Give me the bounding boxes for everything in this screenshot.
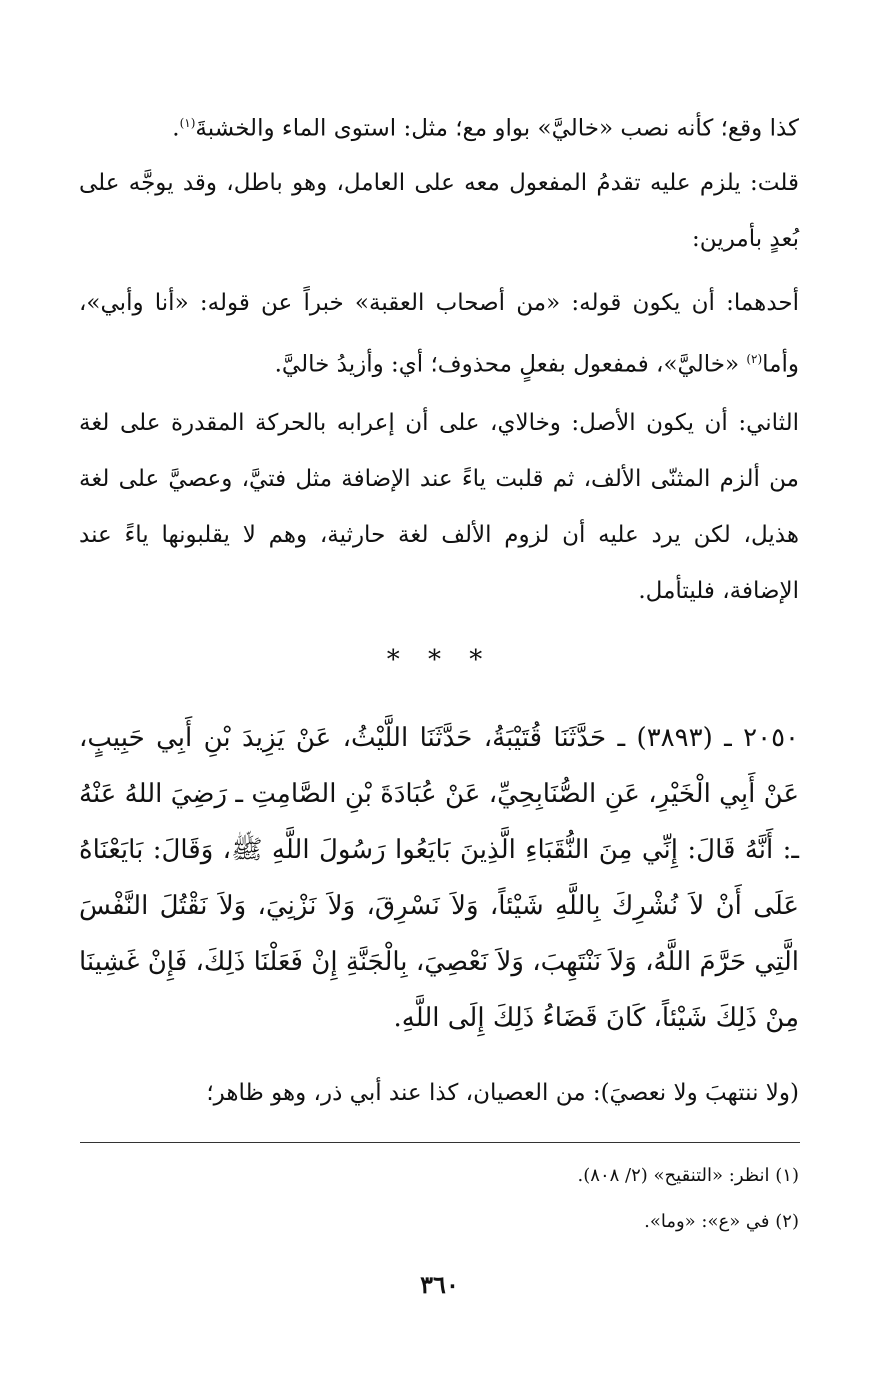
paragraph-3-text-b: «خاليَّ»، فمفعول بفعلٍ محذوف؛ أي: وأزيدُ خاليَّ. (274, 351, 747, 378)
paragraph-3-text-a: أحدهما: أن يكون قوله: «من أصحاب العقبة» خبراً عن قوله: «أنا وأبي»، وأما (79, 290, 799, 378)
footnote-2: (٢) في «ع»: «وما». (644, 1211, 799, 1232)
section-separator: * * * (386, 645, 493, 675)
paragraph-3 (79, 275, 799, 393)
hadith-text: ٢٠٥٠ ـ (٣٨٩٣) ـ حَدَّثَنَا قُتَيْبَةُ، حَدَّثَنَا اللَّيْثُ، عَنْ يَزِيدَ بْنِ أَبِي حَبِيبٍ، عَنْ أَبِي الْخَيْرِ، عَنِ الصُّنَابِحِيِّ، عَنْ عُبَادَةَ بْنِ الصَّامِتِ ـ رَضِيَ اللهُ عَنْهُ ـ: أَنَّهُ قَالَ: إِنِّي مِنَ النُّقَبَاءِ الَّذِينَ بَايَعُوا رَسُولَ اللَّهِ ﷺ، وَقَالَ: بَايَعْنَاهُ عَلَى أَنْ لاَ نُشْرِكَ بِاللَّهِ شَيْئاً، وَلاَ نَسْرِقَ، وَلاَ نَزْنِيَ، وَلاَ نَقْتُلَ النَّفْسَ الَّتِي حَرَّمَ اللَّهُ، وَلاَ نَنْتَهِبَ، وَلاَ نَعْصِيَ، بِالْجَنَّةِ إِنْ فَعَلْنَا ذَلِكَ، فَإِنْ غَشِينَا مِنْ ذَلِكَ شَيْئاً، كَانَ قَضَاءُ ذَلِكَ إِلَى اللَّهِ. (79, 723, 799, 1033)
footnote-ref-1: (١) (179, 116, 196, 130)
paragraph-4: الثاني: أن يكون الأصل: وخالاي، على أن إعرابه بالحركة المقدرة على لغة من ألزم المثنّى الألف، ثم قلبت ياءً عند الإضافة مثل فتيَّ، وعصيَّ على لغة هذيل، لكن يرد عليه أن لزوم الألف لغة حارثية، وهم لا يقلبونها ياءً عند الإضافة، فليتأمل. (79, 410, 799, 604)
paragraph-1-end: . (172, 115, 180, 142)
paragraph-1 (79, 95, 799, 157)
paragraph-1-text: كذا وقع؛ كأنه نصب «خاليَّ» بواو مع؛ مثل: استوى الماء والخشبةَ (195, 115, 799, 142)
paragraph-2: قلت: يلزم عليه تقدمُ المفعول معه على العامل، وهو باطل، وقد يوجَّه على بُعدٍ بأمرين: (79, 170, 799, 252)
footnote-divider (80, 1142, 800, 1143)
hadith-commentary: (ولا ننتهبَ ولا نعصيَ): من العصيان، كذا عند أبي ذر، وهو ظاهر؛ (206, 1080, 799, 1106)
footnote-ref-2: (٢) (746, 352, 763, 366)
footnote-1: (١) انظر: «التنقيح» (٢/ ٨٠٨). (577, 1165, 799, 1186)
page-number: ٣٦٠ (420, 1270, 459, 1299)
